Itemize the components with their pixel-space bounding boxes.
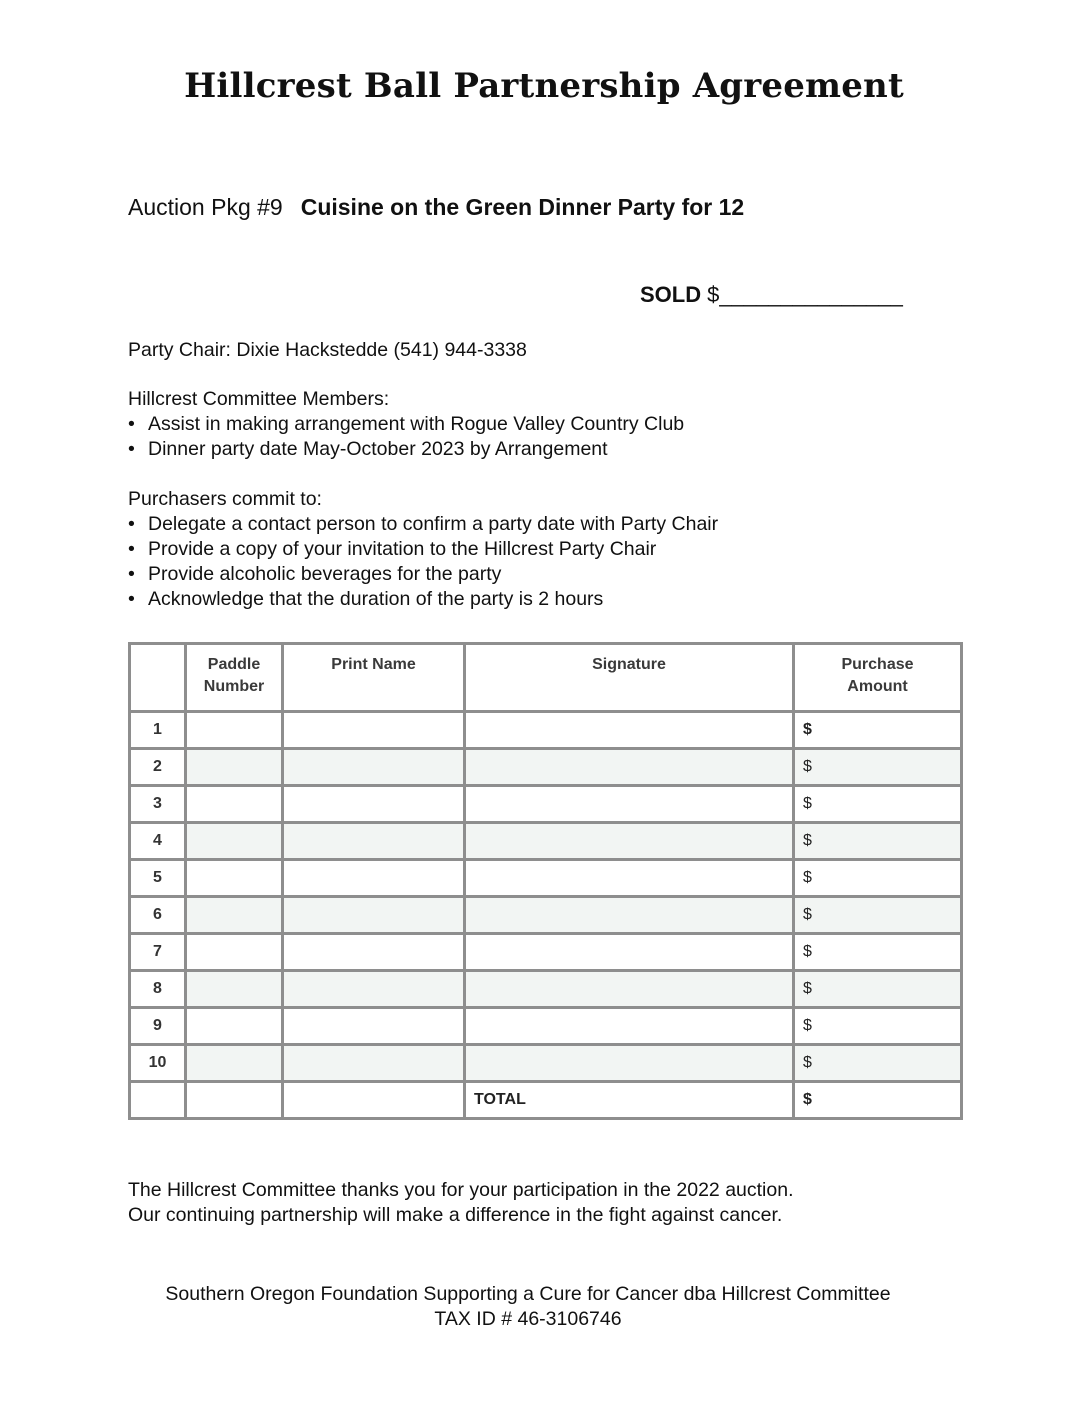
table-row bbox=[130, 786, 962, 823]
list-item bbox=[128, 537, 718, 562]
row-number: 5 bbox=[130, 860, 186, 897]
bullet-icon: • bbox=[128, 563, 135, 585]
purchase-table bbox=[128, 642, 963, 1120]
list-item-text: Provide alcoholic beverages for the party bbox=[148, 563, 502, 585]
table-row bbox=[130, 971, 962, 1008]
list-item-text: Assist in making arrangement with Rogue Valley Country Club bbox=[148, 413, 685, 435]
row-number: 3 bbox=[130, 786, 186, 823]
purchase-amount-cell[interactable]: $ bbox=[794, 823, 962, 860]
footer-tax-id: TAX ID # 46-3106746 bbox=[434, 1308, 622, 1330]
purchase-amount-cell[interactable]: $ bbox=[794, 934, 962, 971]
print-name-cell[interactable] bbox=[283, 712, 465, 749]
print-name-cell[interactable] bbox=[283, 934, 465, 971]
bullet-icon: • bbox=[128, 588, 135, 610]
signature-cell[interactable] bbox=[465, 860, 794, 897]
signature-cell[interactable] bbox=[465, 786, 794, 823]
header-amount-line2: Amount bbox=[847, 678, 908, 695]
print-name-cell[interactable] bbox=[283, 749, 465, 786]
list-item-text: Delegate a contact person to confirm a party date with Party Chair bbox=[148, 513, 719, 535]
purchase-amount-cell[interactable]: $ bbox=[794, 897, 962, 934]
list-item bbox=[128, 587, 718, 612]
purchasers-list bbox=[128, 512, 718, 612]
bullet-icon: • bbox=[128, 413, 135, 435]
row-number: 1 bbox=[130, 712, 186, 749]
paddle-number-cell[interactable] bbox=[186, 786, 283, 823]
table-row bbox=[130, 897, 962, 934]
table-row bbox=[130, 934, 962, 971]
header-row-number bbox=[130, 644, 186, 712]
header-amount-line1: Purchase bbox=[841, 656, 914, 673]
signature-cell[interactable] bbox=[465, 823, 794, 860]
table-body bbox=[130, 712, 962, 1119]
total-amount-cell[interactable]: $ bbox=[794, 1082, 962, 1119]
purchase-amount-cell[interactable]: $ bbox=[794, 786, 962, 823]
sold-line bbox=[640, 282, 903, 308]
purchase-amount-cell[interactable]: $ bbox=[794, 1045, 962, 1082]
paddle-number-cell[interactable] bbox=[186, 712, 283, 749]
total-empty-cell bbox=[130, 1082, 186, 1119]
table-total-row bbox=[130, 1082, 962, 1119]
bullet-icon: • bbox=[128, 538, 135, 560]
paddle-number-cell[interactable] bbox=[186, 823, 283, 860]
header-print-name: Print Name bbox=[283, 644, 465, 712]
bullet-icon: • bbox=[128, 438, 135, 460]
list-item-text: Provide a copy of your invitation to the Hillcrest Party Chair bbox=[148, 538, 657, 560]
signature-cell[interactable] bbox=[465, 1045, 794, 1082]
thanks-line-2: Our continuing partnership will make a difference in the fight against cancer. bbox=[128, 1204, 783, 1226]
signature-cell[interactable] bbox=[465, 749, 794, 786]
committee-heading: Hillcrest Committee Members: bbox=[128, 388, 390, 410]
print-name-cell[interactable] bbox=[283, 823, 465, 860]
paddle-number-cell[interactable] bbox=[186, 749, 283, 786]
row-number: 10 bbox=[130, 1045, 186, 1082]
bullet-icon: • bbox=[128, 513, 135, 535]
list-item bbox=[128, 437, 684, 462]
row-number: 8 bbox=[130, 971, 186, 1008]
purchase-amount-cell[interactable]: $ bbox=[794, 860, 962, 897]
paddle-number-cell[interactable] bbox=[186, 971, 283, 1008]
table-row bbox=[130, 1008, 962, 1045]
header-paddle-line1: Paddle bbox=[207, 656, 261, 673]
purchasers-section bbox=[128, 487, 718, 612]
print-name-cell[interactable] bbox=[283, 971, 465, 1008]
row-number: 2 bbox=[130, 749, 186, 786]
print-name-cell[interactable] bbox=[283, 1008, 465, 1045]
table-row bbox=[130, 860, 962, 897]
signature-cell[interactable] bbox=[465, 1008, 794, 1045]
purchase-amount-cell[interactable]: $ bbox=[794, 712, 962, 749]
list-item-text: Dinner party date May-October 2023 by Arrangement bbox=[148, 438, 608, 460]
list-item-text: Acknowledge that the duration of the party is 2 hours bbox=[148, 588, 604, 610]
list-item bbox=[128, 562, 718, 587]
table-row bbox=[130, 749, 962, 786]
package-name: Cuisine on the Green Dinner Party for 12 bbox=[300, 194, 745, 220]
sold-amount-blank[interactable]: $_______________ bbox=[707, 282, 903, 307]
paddle-number-cell[interactable] bbox=[186, 1045, 283, 1082]
committee-section bbox=[128, 387, 684, 462]
print-name-cell[interactable] bbox=[283, 860, 465, 897]
signature-cell[interactable] bbox=[465, 712, 794, 749]
header-purchase-amount bbox=[794, 644, 962, 712]
total-empty-cell bbox=[186, 1082, 283, 1119]
footer-organization: Southern Oregon Foundation Supporting a Cure for Cancer dba Hillcrest Committee bbox=[165, 1283, 891, 1305]
list-item bbox=[128, 512, 718, 537]
purchase-amount-cell[interactable]: $ bbox=[794, 749, 962, 786]
sold-label: SOLD bbox=[640, 282, 702, 307]
signature-cell[interactable] bbox=[465, 934, 794, 971]
package-number: Auction Pkg #9 bbox=[128, 194, 283, 220]
print-name-cell[interactable] bbox=[283, 786, 465, 823]
paddle-number-cell[interactable] bbox=[186, 897, 283, 934]
total-empty-cell bbox=[283, 1082, 465, 1119]
committee-list bbox=[128, 412, 684, 462]
table-row bbox=[130, 823, 962, 860]
list-item bbox=[128, 412, 684, 437]
purchasers-heading: Purchasers commit to: bbox=[128, 488, 322, 510]
row-number: 7 bbox=[130, 934, 186, 971]
party-chair: Party Chair: Dixie Hackstedde (541) 944-3338 bbox=[128, 339, 527, 361]
header-paddle-number bbox=[186, 644, 283, 712]
thanks-line-1: The Hillcrest Committee thanks you for your participation in the 2022 auction. bbox=[128, 1179, 794, 1201]
row-number: 4 bbox=[130, 823, 186, 860]
page-title: Hillcrest Ball Partnership Agreement bbox=[184, 66, 904, 106]
purchase-amount-cell[interactable]: $ bbox=[794, 1008, 962, 1045]
table-row bbox=[130, 712, 962, 749]
print-name-cell[interactable] bbox=[283, 897, 465, 934]
signature-cell[interactable] bbox=[465, 897, 794, 934]
table-row bbox=[130, 1045, 962, 1082]
print-name-cell[interactable] bbox=[283, 1045, 465, 1082]
header-signature: Signature bbox=[465, 644, 794, 712]
paddle-number-cell[interactable] bbox=[186, 934, 283, 971]
table-header-row bbox=[130, 644, 962, 712]
paddle-number-cell[interactable] bbox=[186, 860, 283, 897]
signature-cell[interactable] bbox=[465, 971, 794, 1008]
thanks-message bbox=[128, 1178, 794, 1228]
package-line bbox=[128, 194, 744, 221]
purchase-amount-cell[interactable]: $ bbox=[794, 971, 962, 1008]
row-number: 9 bbox=[130, 1008, 186, 1045]
total-label: TOTAL bbox=[465, 1082, 794, 1119]
paddle-number-cell[interactable] bbox=[186, 1008, 283, 1045]
header-paddle-line2: Number bbox=[203, 678, 265, 695]
row-number: 6 bbox=[130, 897, 186, 934]
